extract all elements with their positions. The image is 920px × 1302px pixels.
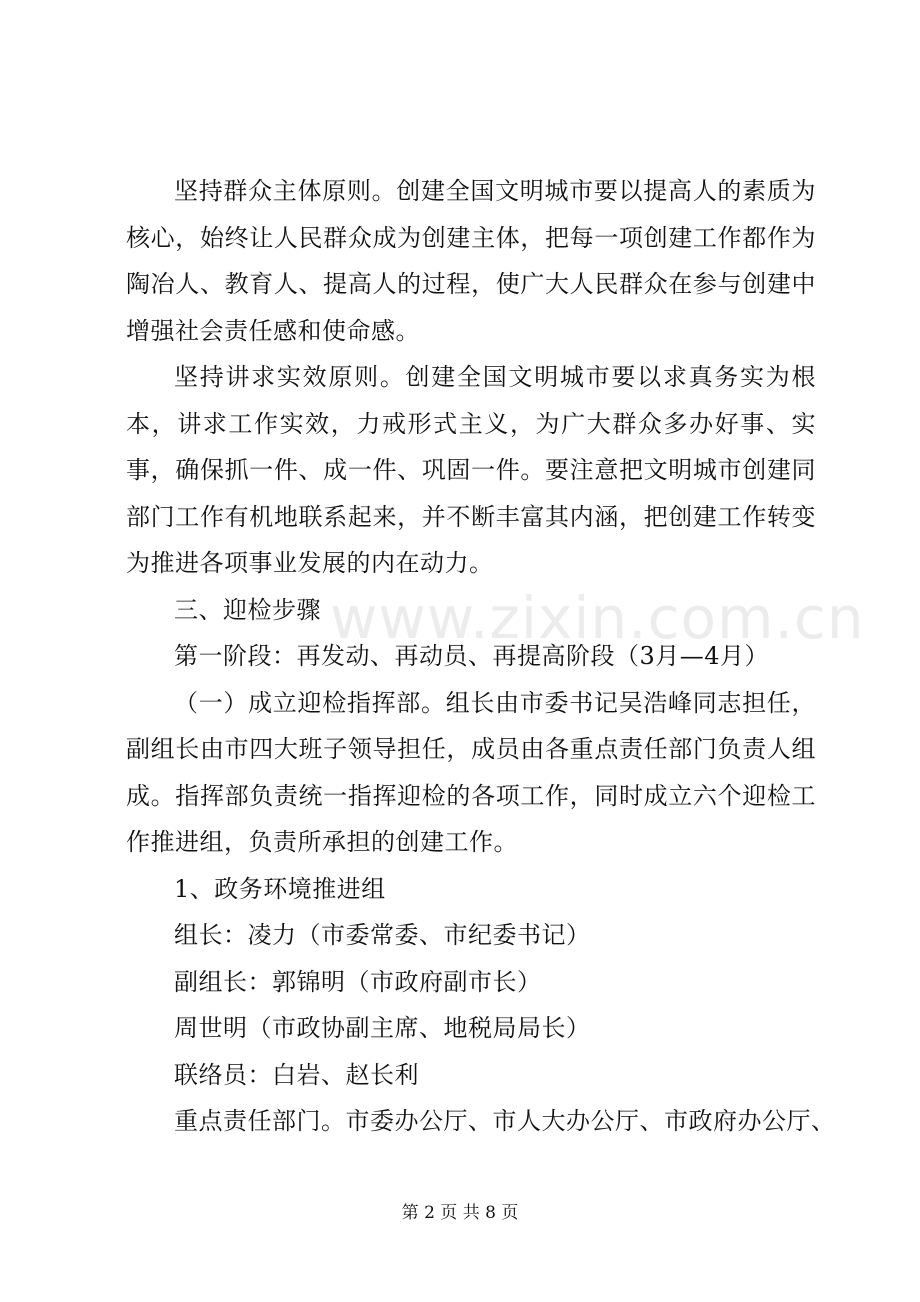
paragraph-command-center: （一）成立迎检指挥部。组长由市委书记吴浩峰同志担任，副组长由市四大班子领导担任，成员由各重点责任部门负责人组成。指挥部负责统一指挥迎检的各项工作，同时成立六个迎检工作推进组，负责所承担的创建工作。 (126, 688, 816, 856)
page-footer: 第 2 页 共 8 页 (401, 1203, 519, 1223)
group-deputy-2: 周世明（市政协副主席、地税局局长） (174, 1014, 591, 1042)
section-heading: 三、迎检步骤 (174, 595, 321, 624)
group-deputy: 副组长：郭锦明（市政府副市长） (174, 967, 542, 996)
stage-heading: 第一阶段：再发动、再动员、再提高阶段（3月—4月） (174, 642, 770, 670)
group-title: 1、政务环境推进组 (174, 874, 386, 903)
group-liaison: 联络员：白岩、赵长利 (174, 1060, 419, 1089)
group-leader: 组长：凌力（市委常委、市纪委书记） (174, 921, 591, 949)
paragraph-principle-masses: 坚持群众主体原则。创建全国文明城市要以提高人的素质为核心，始终让人民群众成为创建主体，把每一项创建工作都作为陶冶人、教育人、提高人的过程，使广大人民群众在参与创建中增强社会责任感和使命感。 (126, 177, 816, 345)
watermark: www.zixin.com.cn (330, 584, 865, 652)
document-body (126, 168, 836, 1145)
group-departments: 重点责任部门。市委办公厅、市人大办公厅、市政府办公厅、 (174, 1107, 836, 1135)
paragraph-principle-effectiveness: 坚持讲求实效原则。创建全国文明城市要以求真务实为根本，讲求工作实效，力戒形式主义，为广大群众多办好事、实事，确保抓一件、成一件、巩固一件。要注意把文明城市创建同部门工作有机地联系起来，并不断丰富其内涵，把创建工作转变为推进各项事业发展的内在动力。 (126, 363, 816, 577)
